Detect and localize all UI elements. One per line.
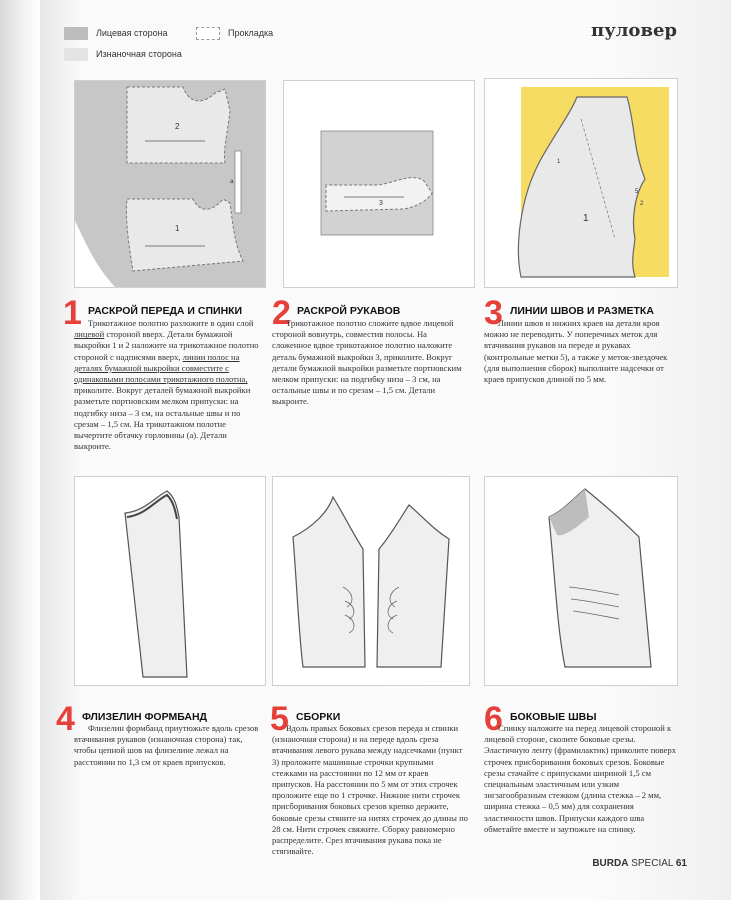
p1-label-1: 1 bbox=[175, 224, 180, 233]
step-1-title: РАСКРОЙ ПЕРЕДА И СПИНКИ bbox=[88, 305, 243, 317]
step-1-number: 1 bbox=[63, 294, 82, 332]
diagram-side-seams bbox=[484, 476, 678, 686]
diagram-cut-front-back bbox=[74, 80, 266, 288]
step-2-number: 2 bbox=[272, 294, 291, 332]
diagram-gathers bbox=[272, 476, 470, 686]
step-2-text: Трикотажное полотно сложите вдвое лицевой стороной вовнутрь, совместив полосы. На сложенное вдвое трикотажное полотно наложите деталь бумажной выкройки 3, приколите. Вокруг детали бумажной выкройки разметьте портновским мелком припуски: на подгибку низа – 3 см, на остальные швы и по срезам – 1,5 см. Детали выкроите. bbox=[272, 318, 462, 407]
page-footer bbox=[592, 858, 687, 869]
p1-label-a: а bbox=[230, 179, 234, 185]
step-4-title: ФЛИЗЕЛИН ФОРМБАНД bbox=[82, 711, 208, 723]
footer-series: SPECIAL bbox=[631, 858, 674, 869]
legend-interfacing-label: Прокладка bbox=[228, 27, 274, 38]
p3-label-1b: 1 bbox=[557, 159, 561, 165]
step-5-number: 5 bbox=[270, 700, 289, 738]
step-3-title: ЛИНИИ ШВОВ И РАЗМЕТКА bbox=[510, 305, 654, 317]
step-2-title: РАСКРОЙ РУКАВОВ bbox=[297, 305, 401, 317]
step-5-title: СБОРКИ bbox=[296, 711, 341, 723]
p3-label-1: 1 bbox=[583, 213, 589, 224]
legend-interfacing-swatch bbox=[196, 27, 220, 40]
diagram-formband bbox=[74, 476, 266, 686]
legend-back-swatch bbox=[64, 48, 88, 61]
legend-back-label: Изнаночная сторона bbox=[96, 48, 182, 59]
diagram-cut-sleeves bbox=[283, 80, 475, 288]
legend-face bbox=[64, 27, 168, 40]
step-5-text: Вдоль правых боковых срезов переда и спинки (изнаночная сторона) и на переде вдоль среза втачивания левого рукава между надсечками (пункт 3) проложите машинные строчки крупными стежками на расстоянии по 12 мм от краев припусков. На расстоянии по 5 мм от этих строчек проложите еще по 1 строчке. Нижние нити строчек присборивания боковых срезов крепко держите, боковые срезы стяните на нитях строчек до длины по 28 см. Нити строчек свяжите. Сборку равномерно распределите. Срез втачивания рукава пока не стягивайте. bbox=[272, 723, 468, 857]
step-4-text: Флизелин формбанд приутюжьте вдоль срезов втачивания рукавов (изнаночная сторона) так, чтобы цепной шов на флизелине лежал на расстоянии по 1,3 см от краев припусков. bbox=[74, 723, 259, 767]
diagram-seam-lines bbox=[484, 78, 678, 288]
step-1-text: Трикотажное полотно разложите в один слой лицевой стороной вверх. Детали бумажной выкройки 1 и 2 наложите на трикотажное полотно стороной с надписями вверх, линии полос на деталях бумажной выкройки совместите с одинаковыми полосами трикотажного полотна, приколите. Вокруг деталей бумажной выкройки разметьте портновским мелком припуски: на подгибку низа – 3 см, на остальные швы и по срезам – 1,5 см. На трикотажном полотне вычертите обтачку горловины (а). Детали выкроите. bbox=[74, 318, 259, 452]
p2-label-3: 3 bbox=[379, 200, 383, 207]
footer-page-number: 61 bbox=[675, 858, 687, 869]
footer-brand: BURDA bbox=[592, 858, 629, 869]
step-4-number: 4 bbox=[56, 700, 75, 738]
page-title: пуловер bbox=[591, 20, 677, 41]
p3-label-2: 2 bbox=[640, 201, 644, 207]
legend-face-label: Лицевая сторона bbox=[96, 27, 168, 38]
legend-interfacing bbox=[196, 27, 273, 40]
p1-label-2: 2 bbox=[175, 122, 180, 131]
step-3-number: 3 bbox=[484, 294, 503, 332]
legend-face-swatch bbox=[64, 27, 88, 40]
legend-back bbox=[64, 48, 182, 61]
step-6-title: БОКОВЫЕ ШВЫ bbox=[510, 711, 597, 723]
p3-label-5: 5 bbox=[635, 189, 639, 195]
step-6-number: 6 bbox=[484, 700, 503, 738]
step-3-text: Линии швов и нижних краев на детали кроя можно не переводить. У поперечных меток для втачивания рукавов на переде и рукавах (контрольные метки 5), а также у меток-звездочек (для выполнения сборок) выполните надсечки от краев припусков длиной по 5 мм. bbox=[484, 318, 668, 385]
step-6-text: Спинку наложите на перед лицевой стороной к лицевой стороне, сколите боковые срезы. Эластичную ленту (фрамилактик) приколите поверх строчек присборивания боковых срезов. Боковые срезы стачайте с припусками шириной 1,5 см специальным эластичным или узким зигзагообразным стежком (длина стежка – 2 мм, ширина стежка – 0,5 мм) для сохранения эластичности швов. Припуски каждого шва обметайте вместе и заутюжьте на спинку. bbox=[484, 723, 677, 834]
